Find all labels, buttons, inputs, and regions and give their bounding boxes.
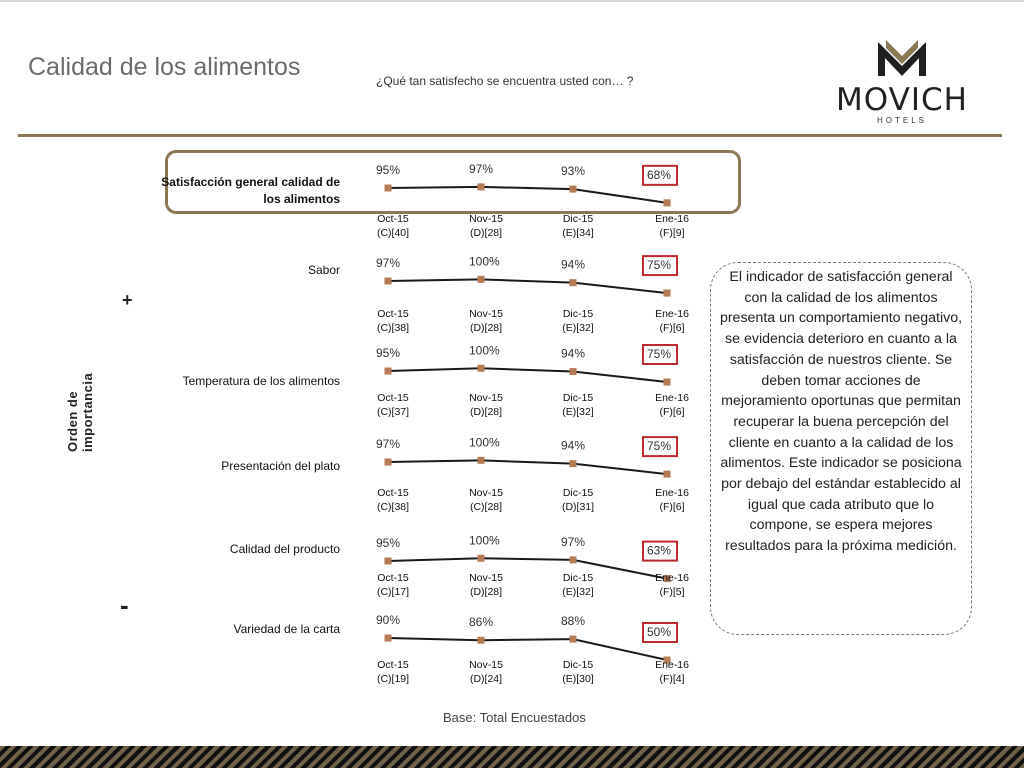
data-label: 68% (647, 167, 672, 182)
data-point (664, 471, 671, 478)
data-label: 86% (469, 615, 494, 630)
data-label: 97% (376, 437, 401, 451)
data-label: 75% (647, 439, 672, 454)
x-tick-label: Dic-15 (562, 572, 594, 584)
data-point (478, 555, 485, 562)
data-label: 100% (469, 533, 500, 548)
x-tick-label: Ene-16 (655, 308, 689, 320)
importance-high-sign: + (122, 290, 133, 310)
data-point (570, 556, 577, 563)
x-tick-label: Oct-15 (377, 572, 409, 584)
x-tick-label: Dic-15 (562, 392, 594, 404)
x-tick-base-label: (F)[6] (659, 322, 685, 334)
data-point (385, 278, 392, 285)
x-tick-base-label: (D)[28] (469, 322, 503, 334)
x-tick-base-label: (D)[28] (469, 227, 503, 239)
data-point (385, 635, 392, 642)
footer-decorative-band (0, 746, 1024, 768)
page-title: Calidad de los alimentos (28, 52, 301, 81)
x-tick-label: Nov-15 (469, 659, 503, 671)
x-tick-base-label: (D)[28] (469, 406, 503, 418)
attribute-label-temperatura: Temperatura de los alimentos (182, 374, 340, 388)
x-tick-base-label: (E)[32] (562, 406, 594, 418)
data-label: 50% (647, 625, 672, 639)
data-label: 97% (469, 161, 494, 176)
series-line (388, 187, 667, 203)
data-point (385, 368, 392, 375)
x-tick-base-label: (E)[30] (562, 673, 594, 685)
data-label: 100% (469, 254, 500, 269)
x-tick-label: Oct-15 (377, 487, 409, 499)
x-tick-label: Nov-15 (469, 487, 503, 499)
data-label: 97% (561, 534, 586, 549)
survey-question: ¿Qué tan satisfecho se encuentra usted con… ? (376, 74, 634, 88)
attribute-label-variedad: Variedad de la carta (233, 622, 340, 636)
data-label: 90% (376, 613, 401, 627)
series-line (388, 460, 667, 474)
x-tick-label: Dic-15 (562, 659, 594, 671)
data-label: 95% (376, 536, 401, 550)
x-tick-label: Nov-15 (469, 392, 503, 404)
x-tick-base-label: (F)[6] (659, 406, 685, 418)
x-tick-label: Ene-16 (655, 487, 689, 499)
logo-subtitle: HOTELS (876, 116, 927, 125)
x-tick-base-label: (E)[32] (562, 322, 594, 334)
data-point (478, 457, 485, 464)
data-label: 75% (647, 347, 672, 361)
importance-axis-label: Orden de importancia (65, 372, 95, 452)
data-label: 95% (376, 163, 401, 177)
data-label: 93% (561, 164, 586, 179)
data-label: 100% (469, 343, 500, 358)
series-line (388, 279, 667, 293)
x-tick-label: Ene-16 (655, 213, 689, 225)
analysis-note: El indicador de satisfacción general con la calidad de los alimentos presenta un comportamiento negativo, se evidencia deterioro en cuanto a la satisfacción de nuestros cliente. Se deben tomar acciones de mejoramiento oportunas que permitan recuperar la buena percepción del cliente en cuanto a la calidad de los alimentos. Este indicador se posiciona por debajo del estándar establecido al igual que cada atributo que lo compone, se espera mejores resultados para la próxima medición. (710, 262, 972, 635)
importance-low-sign: - (120, 590, 129, 620)
data-point (478, 276, 485, 283)
x-tick-base-label: (F)[9] (659, 227, 685, 239)
data-point (570, 279, 577, 286)
x-tick-base-label: (D)[31] (561, 501, 595, 513)
data-label: 94% (561, 438, 586, 453)
x-tick-base-label: (F)[5] (659, 586, 685, 598)
x-tick-base-label: (C)[17] (376, 586, 410, 598)
data-point (570, 460, 577, 467)
x-tick-base-label: (F)[4] (659, 673, 685, 685)
data-point (478, 637, 485, 644)
series-line (388, 368, 667, 382)
series-line (388, 638, 667, 660)
data-label: 97% (376, 256, 401, 270)
data-point (570, 636, 577, 643)
attribute-label-presentacion: Presentación del plato (221, 459, 340, 473)
data-label: 63% (647, 543, 672, 558)
x-tick-label: Nov-15 (469, 213, 503, 225)
x-tick-base-label: (E)[32] (562, 586, 594, 598)
x-tick-base-label: (C)[37] (376, 406, 410, 418)
x-tick-base-label: (D)[24] (469, 673, 503, 685)
x-tick-label: Nov-15 (469, 308, 503, 320)
x-tick-base-label: (F)[6] (659, 501, 685, 513)
data-point (478, 365, 485, 372)
x-tick-label: Ene-16 (655, 659, 689, 671)
x-tick-label: Oct-15 (377, 392, 409, 404)
data-point (385, 185, 392, 192)
base-footnote: Base: Total Encuestados (443, 710, 586, 725)
attribute-label-overall: Satisfacción general calidad de los alimentos (161, 175, 340, 206)
data-point (385, 459, 392, 466)
data-label: 75% (647, 258, 672, 273)
x-tick-label: Dic-15 (562, 213, 594, 225)
x-tick-base-label: (C)[19] (376, 673, 410, 685)
data-point (664, 379, 671, 386)
attribute-label-calidad: Calidad del producto (229, 542, 340, 556)
data-point (570, 368, 577, 375)
attribute-label-sabor: Sabor (307, 263, 340, 277)
logo-wordmark: MOVICH (836, 82, 968, 118)
x-tick-base-label: (C)[40] (376, 227, 410, 239)
x-tick-label: Oct-15 (377, 308, 409, 320)
data-point (385, 558, 392, 565)
x-tick-base-label: (E)[34] (562, 227, 594, 239)
data-label: 88% (561, 614, 586, 629)
series-line (388, 558, 667, 578)
x-tick-base-label: (C)[38] (376, 501, 410, 513)
x-tick-label: Ene-16 (655, 392, 689, 404)
data-label: 94% (561, 257, 586, 272)
data-point (570, 186, 577, 193)
x-tick-label: Dic-15 (562, 487, 594, 499)
data-point (664, 290, 671, 297)
data-label: 100% (469, 435, 500, 450)
data-label: 95% (376, 346, 401, 360)
x-tick-label: Oct-15 (377, 659, 409, 671)
x-tick-label: Ene-16 (655, 572, 689, 584)
data-point (664, 199, 671, 206)
data-point (478, 183, 485, 190)
x-tick-base-label: (C)[28] (469, 501, 503, 513)
x-tick-label: Nov-15 (469, 572, 503, 584)
x-tick-base-label: (C)[38] (376, 322, 410, 334)
x-tick-label: Dic-15 (562, 308, 594, 320)
x-tick-base-label: (D)[28] (469, 586, 503, 598)
x-tick-label: Oct-15 (377, 213, 409, 225)
data-label: 94% (561, 346, 586, 361)
